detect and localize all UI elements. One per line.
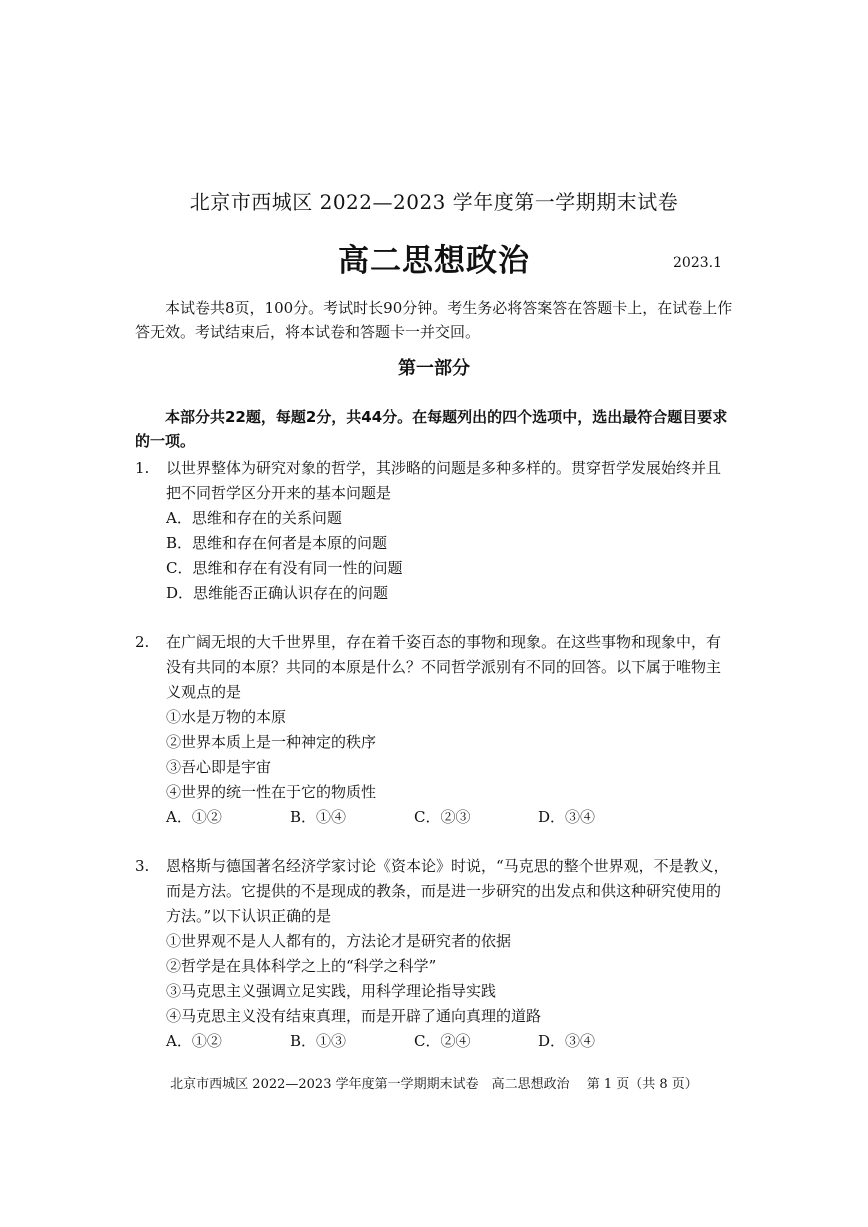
question-1: [135, 456, 735, 606]
question-text: 以世界整体为研究对象的哲学，其涉略的问题是多种多样的。贯穿哲学发展始终并且把不同哲学区分开来的基本问题是: [166, 459, 722, 502]
option-d: D．③④: [538, 808, 596, 826]
option-c: C．思维和存在有没有同一性的问题: [166, 559, 403, 577]
subject-title: 高二思想政治: [338, 243, 530, 279]
question-stem: [135, 456, 735, 506]
question-number: 1.: [135, 459, 150, 477]
question-number: 2.: [135, 633, 150, 651]
statement-2: ②哲学是在具体科学之上的“科学之科学”: [166, 957, 437, 975]
statement-4: ④马克思主义没有结束真理，而是开辟了通向真理的道路: [166, 1007, 542, 1025]
exam-title: 北京市西城区 2022—2023 学年度第一学期期末试卷: [189, 190, 679, 214]
option-b: B．思维和存在何者是本原的问题: [166, 534, 388, 552]
question-2: [135, 630, 735, 830]
question-3: [135, 854, 735, 1054]
option-d: D．思维能否正确认识存在的问题: [166, 584, 389, 602]
statement-2: ②世界本质上是一种神定的秩序: [166, 733, 377, 751]
option-d: D．③④: [538, 1032, 596, 1050]
option-a: A．思维和存在的关系问题: [166, 509, 342, 527]
part-title: 第一部分: [398, 358, 470, 379]
option-a: A．①②: [166, 1032, 222, 1050]
exam-instructions: 本试卷共8页，100分。考试时长90分钟。考生务必将答案答在答题卡上，在试卷上作答无效。考试结束后，将本试卷和答题卡一并交回。: [135, 299, 733, 341]
question-stem: [135, 630, 735, 705]
part-instructions: 本部分共22题，每题2分，共44分。在每题列出的四个选项中，选出最符合题目要求的一项。: [135, 408, 728, 450]
options-row: [135, 805, 735, 830]
option-a: A．①②: [166, 808, 222, 826]
option-b: B．①④: [290, 808, 347, 826]
statement-3: ③马克思主义强调立足实践，用科学理论指导实践: [166, 982, 497, 1000]
question-text: 恩格斯与德国著名经济学家讨论《资本论》时说，“马克思的整个世界观，不是教义，而是方法。它提供的不是现成的教条，而是进一步研究的出发点和供这种研究使用的方法。”以下认识正确的是: [166, 857, 729, 925]
options-row: [135, 1029, 735, 1054]
statement-1: ①世界观不是人人都有的，方法论才是研究者的依据: [166, 932, 512, 950]
statement-4: ④世界的统一性在于它的物质性: [166, 783, 377, 801]
exam-date: 2023.1: [673, 255, 722, 271]
question-stem: [135, 854, 735, 929]
question-number: 3.: [135, 857, 150, 875]
option-b: B．①③: [290, 1032, 347, 1050]
option-c: C．②④: [414, 1032, 471, 1050]
statement-3: ③吾心即是宇宙: [166, 758, 272, 776]
statement-1: ①水是万物的本原: [166, 708, 287, 726]
question-text: 在广阔无垠的大千世界里，存在着千姿百态的事物和现象。在这些事物和现象中，有没有共同的本原？共同的本原是什么？不同哲学派别有不同的回答。以下属于唯物主义观点的是: [166, 633, 722, 701]
option-c: C．②③: [414, 808, 471, 826]
page-footer: 北京市西城区 2022—2023 学年度第一学期期末试卷 高二思想政治 第 1 页（共 8 页）: [170, 1077, 698, 1092]
